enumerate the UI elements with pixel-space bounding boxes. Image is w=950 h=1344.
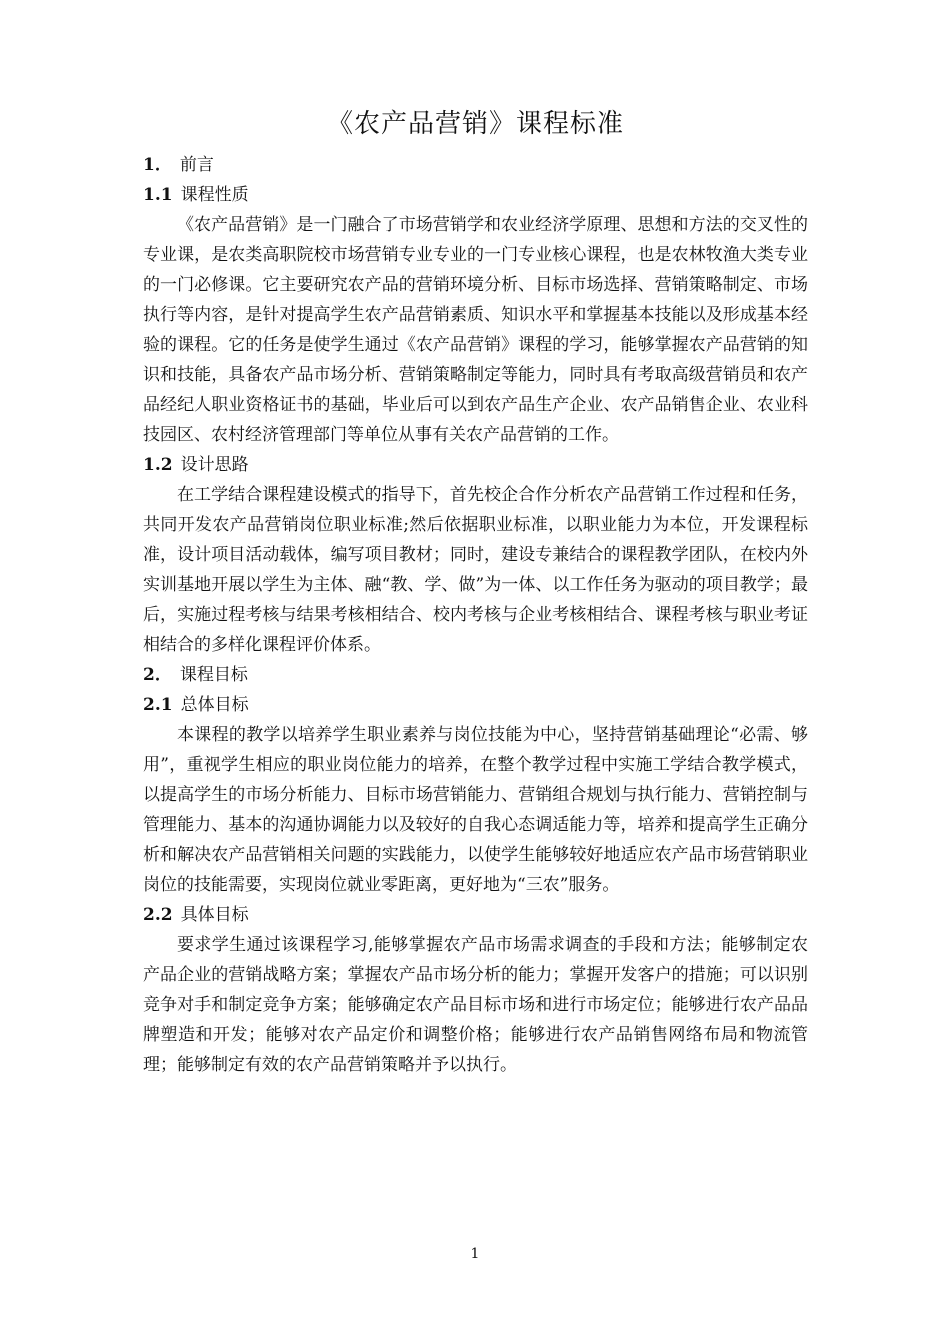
section-number: 1.2 [143,455,173,475]
section-number: 1． [143,155,172,175]
document-title: 《农产品营销》课程标准 [326,109,624,139]
section-heading-specific-objectives [143,900,808,930]
section-heading-course-nature [143,180,808,210]
page-number: 1 [470,1246,480,1262]
section-number: 2． [143,665,172,685]
paragraph-course-nature: 《农产品营销》是一门融合了市场营销学和农业经济学原理、思想和方法的交叉性的专业课，是农类高职院校市场营销专业专业的一门专业核心课程，也是农林牧渔大类专业的一门必修课。它主要研究农产品的营销环境分析、目标市场选择、营销策略制定、市场执行等内容，是针对提高学生农产品营销素质、知识水平和掌握基本技能以及形成基本经验的课程。它的任务是使学生通过《农产品营销》课程的学习，能够掌握农产品营销的知识和技能，具备农产品市场分析、营销策略制定等能力，同时具有考取高级营销员和农产品经纪人职业资格证书的基础，毕业后可以到农产品生产企业、农产品销售企业、农业科技园区、农村经济管理部门等单位从事有关农产品营销的工作。 [143,215,808,445]
section-heading-course-objectives [143,660,808,690]
section-number: 2.1 [143,695,173,715]
section-title: 设计思路 [180,455,249,475]
document-body [143,104,808,1080]
section-heading-design-approach [143,450,808,480]
section-number: 1.1 [143,185,173,205]
section-title: 课程目标 [179,665,248,685]
section-heading-preface [143,150,808,180]
paragraph-specific-objectives: 要求学生通过该课程学习,能够掌握农产品市场需求调查的手段和方法；能够制定农产品企业的营销战略方案；掌握农产品市场分析的能力；掌握开发客户的措施；可以识别竞争对手和制定竞争方案；能够确定农产品目标市场和进行市场定位；能够进行农产品品牌塑造和开发；能够对农产品定价和调整价格；能够进行农产品销售网络布局和物流管理；能够制定有效的农产品营销策略并予以执行。 [143,935,808,1075]
section-heading-overall-objectives [143,690,808,720]
section-title: 前言 [179,155,214,175]
paragraph-overall-objectives: 本课程的教学以培养学生职业素养与岗位技能为中心，坚持营销基础理论“必需、够用”，重视学生相应的职业岗位能力的培养，在整个教学过程中实施工学结合教学模式，以提高学生的市场分析能力、目标市场营销能力、营销组合规划与执行能力、营销控制与管理能力、基本的沟通协调能力以及较好的自我心态调适能力等，培养和提高学生正确分析和解决农产品营销相关问题的实践能力，以使学生能够较好地适应农产品市场营销职业岗位的技能需要，实现岗位就业零距离，更好地为“三农”服务。 [143,725,808,895]
section-title: 具体目标 [180,905,249,925]
section-title: 总体目标 [180,695,249,715]
section-title: 课程性质 [180,185,249,205]
section-number: 2.2 [143,905,173,925]
paragraph-design-approach: 在工学结合课程建设模式的指导下，首先校企合作分析农产品营销工作过程和任务，共同开发农产品营销岗位职业标准;然后依据职业标准，以职业能力为本位，开发课程标准，设计项目活动载体，编写项目教材；同时，建设专兼结合的课程教学团队，在校内外实训基地开展以学生为主体、融“教、学、做”为一体、以工作任务为驱动的项目教学；最后，实施过程考核与结果考核相结合、校内考核与企业考核相结合、课程考核与职业考证相结合的多样化课程评价体系。 [143,485,808,655]
